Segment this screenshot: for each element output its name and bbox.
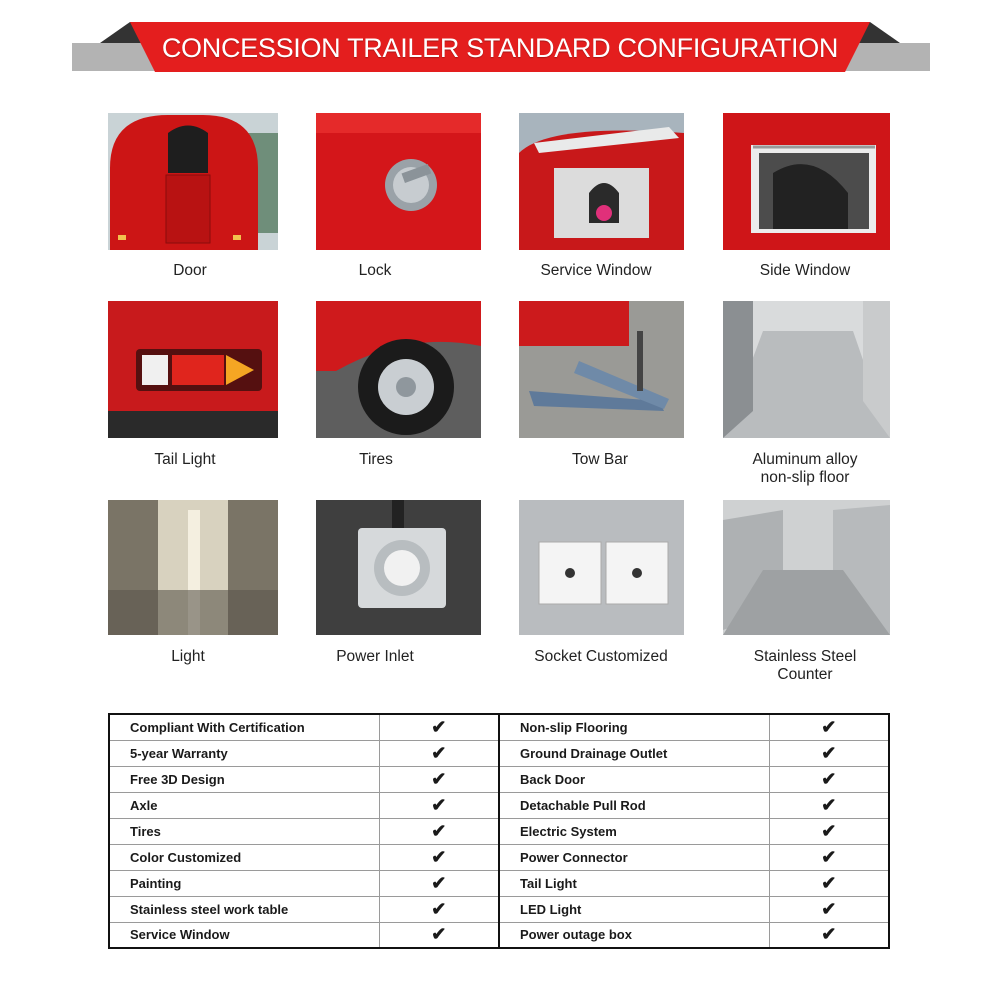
tow-bar-photo <box>519 301 684 438</box>
socket-photo <box>519 500 684 635</box>
table-row <box>109 844 889 870</box>
table-row <box>109 818 889 844</box>
table-row <box>109 922 889 948</box>
check-icon: ✔ <box>379 714 499 740</box>
power-inlet-photo <box>316 500 481 635</box>
check-icon: ✔ <box>769 740 889 766</box>
light-photo <box>108 500 278 635</box>
check-icon: ✔ <box>769 766 889 792</box>
page-title: CONCESSION TRAILER STANDARD CONFIGURATION <box>161 33 839 63</box>
stainless-counter-photo <box>723 500 890 635</box>
feature-label: Back Door <box>499 766 769 792</box>
caption-socket: Socket Customized <box>534 648 668 665</box>
check-icon: ✔ <box>769 870 889 896</box>
check-icon: ✔ <box>769 714 889 740</box>
feature-label: Non-slip Flooring <box>499 714 769 740</box>
table-row <box>109 766 889 792</box>
tail-light-photo <box>108 301 278 438</box>
features-table <box>108 713 890 949</box>
feature-label: 5-year Warranty <box>109 740 379 766</box>
feature-label: Tail Light <box>499 870 769 896</box>
caption-aluminum-floor <box>720 451 890 487</box>
caption-side-window: Side Window <box>759 262 851 279</box>
caption-tires: Tires <box>359 451 393 468</box>
feature-label: LED Light <box>499 896 769 922</box>
feature-label: Stainless steel work table <box>109 896 379 922</box>
feature-label: Free 3D Design <box>109 766 379 792</box>
caption-door: Door <box>173 262 207 279</box>
feature-label: Ground Drainage Outlet <box>499 740 769 766</box>
door-photo <box>108 113 278 250</box>
service-window-photo <box>519 113 684 250</box>
side-window-photo <box>723 113 890 250</box>
caption-tow-bar: Tow Bar <box>572 451 628 468</box>
header-banner <box>0 0 1000 90</box>
check-icon: ✔ <box>379 740 499 766</box>
features-table-body <box>109 714 889 948</box>
caption-light: Light <box>171 648 205 665</box>
check-icon: ✔ <box>769 792 889 818</box>
feature-label: Power outage box <box>499 922 769 948</box>
caption-lock: Lock <box>358 262 392 279</box>
check-icon: ✔ <box>379 792 499 818</box>
check-icon: ✔ <box>769 844 889 870</box>
feature-label: Power Connector <box>499 844 769 870</box>
feature-label: Color Customized <box>109 844 379 870</box>
check-icon: ✔ <box>379 922 499 948</box>
feature-label: Tires <box>109 818 379 844</box>
check-icon: ✔ <box>379 818 499 844</box>
caption-tail-light: Tail Light <box>154 451 216 468</box>
caption-aluminum-floor-line1: Aluminum alloy <box>752 451 858 468</box>
check-icon: ✔ <box>379 870 499 896</box>
check-icon: ✔ <box>769 922 889 948</box>
table-row <box>109 714 889 740</box>
table-row <box>109 740 889 766</box>
caption-power-inlet: Power Inlet <box>336 648 414 665</box>
check-icon: ✔ <box>769 818 889 844</box>
feature-label: Painting <box>109 870 379 896</box>
table-row <box>109 792 889 818</box>
caption-stainless-counter-line1: Stainless Steel <box>753 648 857 665</box>
feature-label: Compliant With Certification <box>109 714 379 740</box>
feature-label: Detachable Pull Rod <box>499 792 769 818</box>
caption-service-window: Service Window <box>540 262 652 279</box>
tires-photo <box>316 301 481 438</box>
check-icon: ✔ <box>379 844 499 870</box>
check-icon: ✔ <box>379 766 499 792</box>
table-row <box>109 870 889 896</box>
caption-aluminum-floor-line2: non-slip floor <box>760 469 850 486</box>
caption-stainless-counter-line2: Counter <box>777 666 833 683</box>
feature-label: Service Window <box>109 922 379 948</box>
lock-photo <box>316 113 481 250</box>
check-icon: ✔ <box>769 896 889 922</box>
feature-label: Axle <box>109 792 379 818</box>
check-icon: ✔ <box>379 896 499 922</box>
caption-stainless-counter <box>720 648 890 684</box>
table-row <box>109 896 889 922</box>
feature-label: Electric System <box>499 818 769 844</box>
aluminum-floor-photo <box>723 301 890 438</box>
